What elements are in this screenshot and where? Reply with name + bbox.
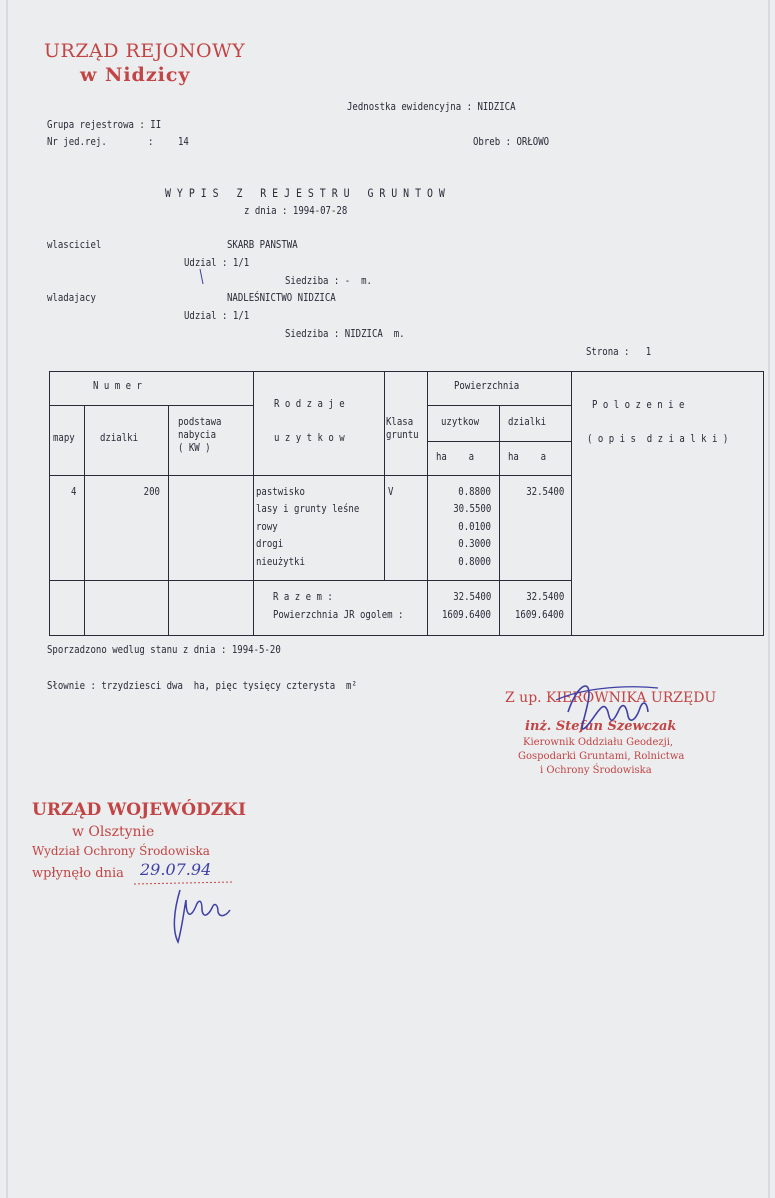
cell-mapy: 4 <box>71 486 77 498</box>
cell-klasa: V <box>388 486 394 498</box>
wladajacy-label: wladajacy <box>47 292 96 304</box>
header-pow-dzialki: dzialki <box>508 416 547 428</box>
cell-rodzaj-4: drogi <box>256 538 284 550</box>
ogolem-dzialki: 1609.6400 <box>515 609 564 621</box>
page-edge-right <box>768 0 770 1198</box>
cell-pow-dzialki: 32.5400 <box>525 486 564 498</box>
stamp-signer-name: inż. Stefan Szewczak <box>525 719 677 734</box>
header-polozenie: P o l o z e n i e <box>592 399 685 411</box>
header-opis-dzialki: ( o p i s d z i a l k i ) <box>587 433 729 445</box>
stamp-w-nidzicy: w Nidzicy <box>80 64 191 86</box>
stamp-signer-title-3: i Ochrony Środowiska <box>540 765 652 776</box>
signature-initials <box>168 880 243 950</box>
nr-jed-rej-label: Nr jed.rej. <box>47 136 107 148</box>
stamp-z-up-kierownika: Z up. KIEROWNIKA URZĘDU <box>505 690 717 706</box>
grupa-rejestrowa: Grupa rejestrowa : II <box>47 119 162 131</box>
cell-rodzaj-1: pastwisko <box>256 486 305 498</box>
header-mapy: mapy <box>53 432 75 444</box>
stamp-w-olsztynie: w Olsztynie <box>72 824 155 840</box>
wladajacy-name: NADLEŚNICTWO NIDZICA <box>227 292 336 304</box>
stamp-wplynelo-label: wpłynęło dnia <box>32 866 124 881</box>
header-ha-a-uzytkow: ha a <box>436 451 475 463</box>
siedziba-2: Siedziba : NIDZICA m. <box>285 328 405 340</box>
jednostka-ewidencyjna: Jednostka ewidencyjna : NIDZICA <box>347 101 516 113</box>
header-rodzaje: R o d z a j e <box>274 398 345 410</box>
document-date: z dnia : 1994-07-28 <box>244 205 348 217</box>
header-numer: N u m e r <box>93 380 142 392</box>
ogolem-label: Powierzchnia JR ogolem : <box>273 609 404 621</box>
header-powierzchnia: Powierzchnia <box>454 380 520 392</box>
stamp-urzad-wojewodzki: URZĄD WOJEWÓDZKI <box>32 800 246 820</box>
sporzadzono: Sporzadzono wedlug stanu z dnia : 1994-5-20 <box>47 644 281 656</box>
stamp-urzad-rejonowy: URZĄD REJONOWY <box>44 40 246 62</box>
udzial-2: Udzial : 1/1 <box>184 310 250 322</box>
page-edge-left <box>6 0 8 1198</box>
header-uzytkow: u z y t k o w <box>274 432 345 444</box>
wlasciciel-name: SKARB PANSTWA <box>227 239 298 251</box>
razem-label: R a z e m : <box>273 591 333 603</box>
ogolem-uzytkow: 1609.6400 <box>442 609 491 621</box>
nr-jed-rej-colon: : <box>148 136 154 148</box>
header-ha-a-dzialki: ha a <box>508 451 547 463</box>
cell-pow-uzytkow-4: 0.3000 <box>458 538 491 550</box>
cell-dzialki: 200 <box>143 486 160 498</box>
strona: Strona : 1 <box>586 346 652 358</box>
document-title: W Y P I S Z R E J E S T R U G R U N T O W <box>165 186 445 200</box>
header-pow-uzytkow: uzytkow <box>441 416 480 428</box>
stamp-wydzial: Wydział Ochrony Środowiska <box>32 844 210 858</box>
cell-pow-uzytkow-1: 0.8800 <box>458 486 491 498</box>
cell-rodzaj-3: rowy <box>256 521 278 533</box>
wlasciciel-label: wlasciciel <box>47 239 102 251</box>
stamp-wplynelo-date: 29.07.94 <box>140 860 212 879</box>
cell-pow-uzytkow-5: 0.8000 <box>458 556 491 568</box>
header-klasa-gruntu: Klasa gruntu <box>386 416 419 441</box>
nr-jed-rej-value: 14 <box>178 136 189 148</box>
siedziba-1: Siedziba : - m. <box>285 275 372 287</box>
header-podstawa-nabycia: podstawa nabycia ( KW ) <box>178 416 222 454</box>
razem-uzytkow: 32.5400 <box>452 591 491 603</box>
razem-dzialki: 32.5400 <box>525 591 564 603</box>
cell-pow-uzytkow-3: 0.0100 <box>458 521 491 533</box>
cell-pow-uzytkow-2: 30.5500 <box>452 503 491 515</box>
stamp-signer-title-2: Gospodarki Gruntami, Rolnictwa <box>518 751 685 762</box>
obreb: Obreb : ORŁOWO <box>473 136 550 148</box>
udzial-1: Udzial : 1/1 <box>184 257 250 269</box>
signature-szewczak <box>548 672 668 742</box>
slownie: Słownie : trzydziesci dwa ha, pięc tysięcy czterysta m² <box>47 680 357 692</box>
stamp-signer-title-1: Kierownik Oddziału Geodezji, <box>523 737 674 748</box>
cell-rodzaj-2: lasy i grunty leśne <box>256 503 360 515</box>
header-dzialki: dzialki <box>100 432 139 444</box>
cell-rodzaj-5: nieużytki <box>256 556 305 568</box>
pen-tick-mark <box>198 268 208 286</box>
parcel-table <box>49 371 764 636</box>
